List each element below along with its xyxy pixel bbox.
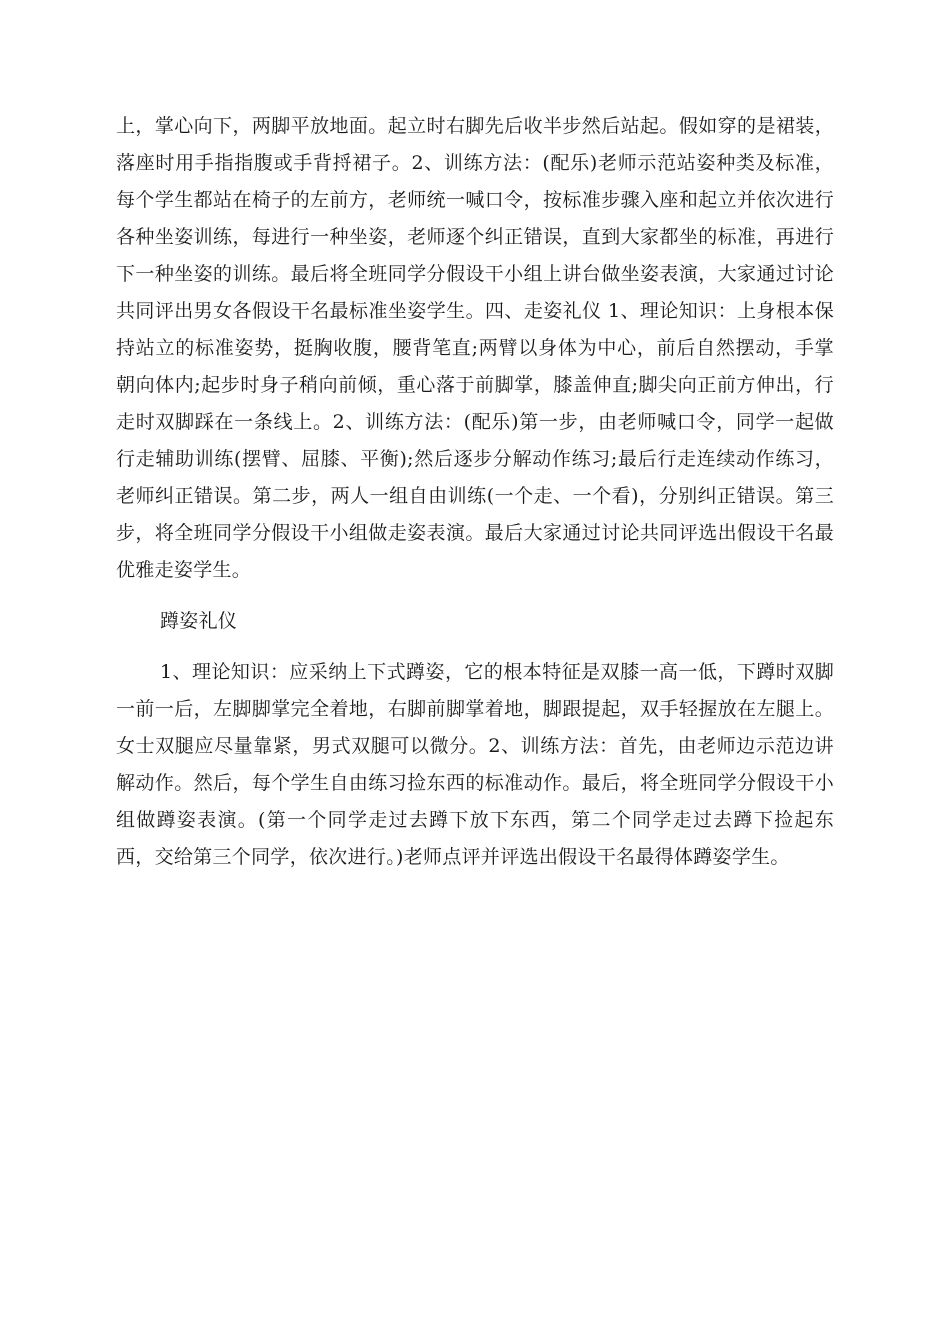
section-heading: 蹲姿礼仪 [160, 610, 238, 632]
body-paragraph: 上，掌心向下，两脚平放地面。起立时右脚先后收半步然后站起。假如穿的是裙装，落座时用手指指腹或手背捋裙子。2、训练方法：(配乐)老师示范站姿种类及标准，每个学生都站在椅子的左前方，老师统一喊口令，按标准步骤入座和起立并依次进行各种坐姿训练，每进行一种坐姿，老师逐个纠正错误，直到大家都坐的标准，再进行下一种坐姿的训练。最后将全班同学分假设干小组上讲台做坐姿表演，大家通过讨论共同评出男女各假设干名最标准坐姿学生。四、走姿礼仪 1、理论知识：上身根本保持站立的标准姿势，挺胸收腹，腰背笔直;两臂以身体为中心，前后自然摆动，手掌朝向体内;起步时身子稍向前倾，重心落于前脚掌，膝盖伸直;脚尖向正前方伸出，行走时双脚踩在一条线上。2、训练方法：(配乐)第一步，由老师喊口令，同学一起做行走辅助训练(摆臂、屈膝、平衡);然后逐步分解动作练习;最后行走连续动作练习，老师纠正错误。第二步，两人一组自由训练(一个走、一个看)，分别纠正错误。第三步，将全班同学分假设干小组做走姿表演。最后大家通过讨论共同评选出假设干名最优雅走姿学生。 [116, 115, 834, 581]
section-body-paragraph: 1、理论知识：应采纳上下式蹲姿，它的根本特征是双膝一高一低，下蹲时双脚一前一后，左脚脚掌完全着地，右脚前脚掌着地，脚跟提起，双手轻握放在左腿上。女士双腿应尽量靠紧，男式双腿可以微分。2、训练方法：首先，由老师边示范边讲解动作。然后，每个学生自由练习捡东西的标准动作。最后，将全班同学分假设干小组做蹲姿表演。(第一个同学走过去蹲下放下东西，第二个同学走过去蹲下捡起东西，交给第三个同学，依次进行。)老师点评并评选出假设干名最得体蹲姿学生。 [116, 661, 834, 868]
document-page [116, 108, 834, 876]
